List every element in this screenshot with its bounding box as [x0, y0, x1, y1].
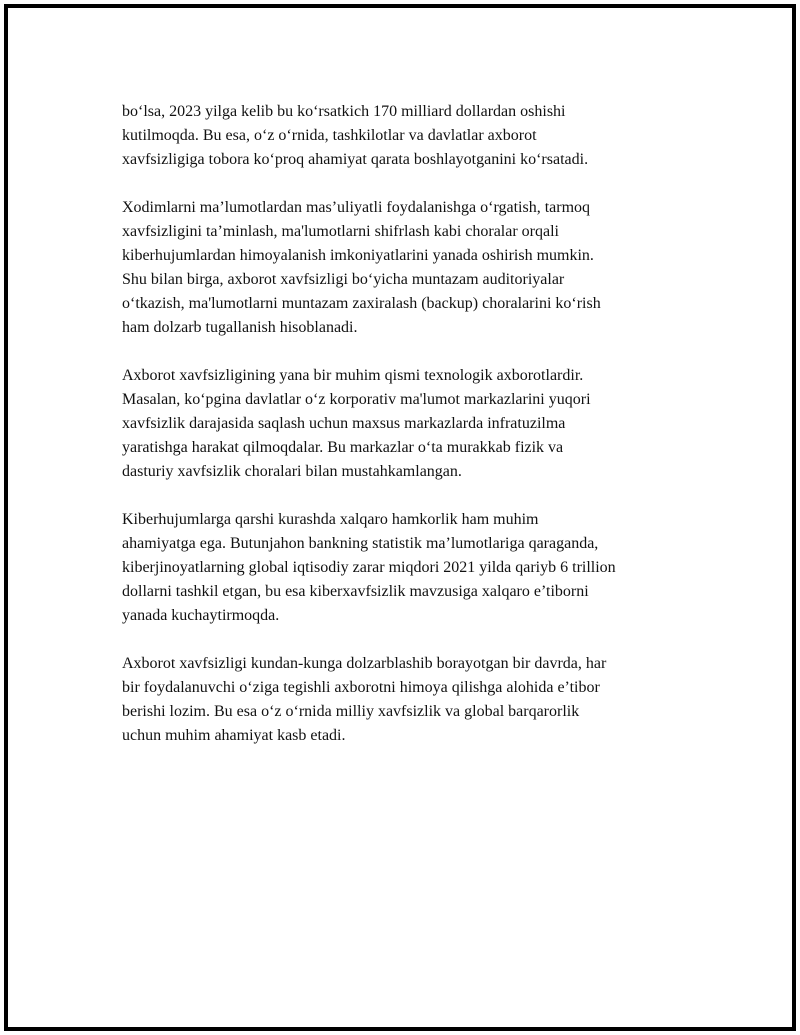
text-line: xavfsizligiga tobora ko‘proq ahamiyat qarata boshlayotganini ko‘rsatadi.: [122, 151, 589, 168]
text-line: xavfsizligini ta’minlash, ma'lumotlarni shifrlash kabi choralar orqali: [122, 223, 559, 240]
text-line: dasturiy xavfsizlik choralari bilan mustahkamlangan.: [122, 463, 462, 480]
paragraph: [122, 196, 702, 340]
text-line: uchun muhim ahamiyat kasb etadi.: [122, 727, 346, 744]
text-line: Xodimlarni ma’lumotlardan mas’uliyatli foydalanishga o‘rgatish, tarmoq: [122, 199, 591, 216]
paragraph: [122, 100, 702, 172]
text-line: Axborot xavfsizligining yana bir muhim qismi texnologik axborotlardir.: [122, 367, 584, 384]
text-line: bir foydalanuvchi o‘ziga tegishli axborotni himoya qilishga alohida e’tibor: [122, 679, 600, 696]
text-line: Kiberhujumlarga qarshi kurashda xalqaro hamkorlik ham muhim: [122, 511, 539, 528]
page-frame: [4, 4, 796, 1031]
text-line: bo‘lsa, 2023 yilga kelib bu ko‘rsatkich 170 milliard dollardan oshishi: [122, 103, 566, 120]
text-line: yanada kuchaytirmoqda.: [122, 607, 280, 624]
text-line: ahamiyatga ega. Butunjahon bankning statistik ma’lumotlariga qaraganda,: [122, 535, 599, 552]
text-line: xavfsizlik darajasida saqlash uchun maxsus markazlarda infratuzilma: [122, 415, 566, 432]
text-line: Shu bilan birga, axborot xavfsizligi bo‘yicha muntazam auditoriyalar: [122, 271, 565, 288]
text-line: Masalan, ko‘pgina davlatlar o‘z korporativ ma'lumot markazlarini yuqori: [122, 391, 591, 408]
text-line: kutilmoqda. Bu esa, o‘z o‘rnida, tashkilotlar va davlatlar axborot: [122, 127, 537, 144]
document-body: [122, 100, 702, 772]
text-line: o‘tkazish, ma'lumotlarni muntazam zaxiralash (backup) choralarini ko‘rish: [122, 295, 601, 312]
paragraph: [122, 508, 702, 628]
text-line: dollarni tashkil etgan, bu esa kiberxavfsizlik mavzusiga xalqaro e’tiborni: [122, 583, 589, 600]
text-line: yaratishga harakat qilmoqdalar. Bu markazlar o‘ta murakkab fizik va: [122, 439, 564, 456]
text-line: ham dolzarb tugallanish hisoblanadi.: [122, 319, 358, 336]
text-line: kiberjinoyatlarning global iqtisodiy zarar miqdori 2021 yilda qariyb 6 trillion: [122, 559, 616, 576]
text-line: Axborot xavfsizligi kundan-kunga dolzarblashib borayotgan bir davrda, har: [122, 655, 607, 672]
paragraph: [122, 652, 702, 748]
text-line: kiberhujumlardan himoyalanish imkoniyatlarini yanada oshirish mumkin.: [122, 247, 594, 264]
text-line: berishi lozim. Bu esa o‘z o‘rnida milliy xavfsizlik va global barqarorlik: [122, 703, 580, 720]
paragraph: [122, 364, 702, 484]
